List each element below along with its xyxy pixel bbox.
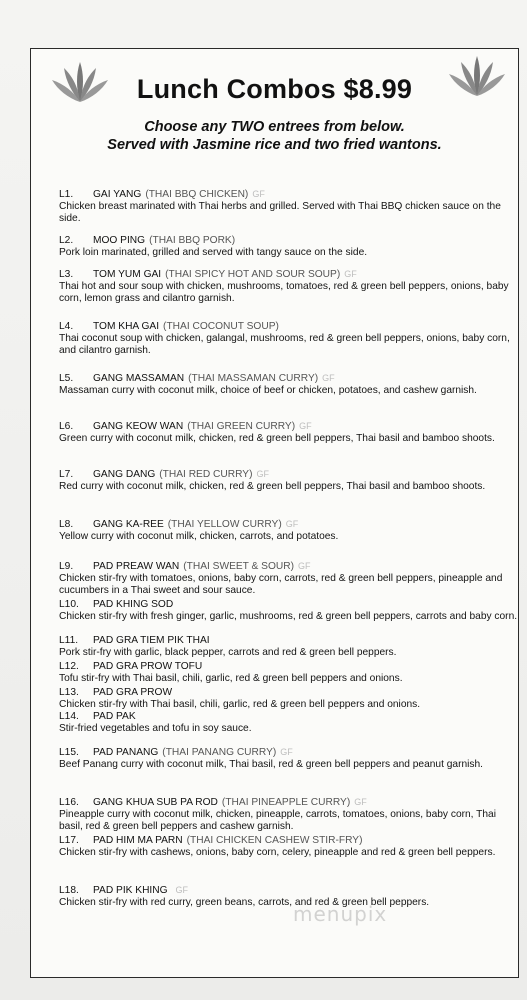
menu-title: Lunch Combos $8.99 (136, 74, 413, 104)
item-code: L16. (59, 797, 79, 808)
menu-item (59, 834, 521, 859)
menu-item (59, 560, 521, 597)
item-code: L10. (59, 599, 79, 610)
item-name: GAI YANG (93, 189, 142, 200)
gluten-free-badge: GF (322, 373, 335, 383)
item-code: L11. (59, 635, 79, 646)
item-description: Chicken stir-fry with Thai basil, chili, garlic, red & green bell peppers and onions. (59, 699, 421, 710)
item-english-name: (THAI COCONUT SOUP) (163, 321, 279, 332)
item-name: GANG MASSAMAN (93, 373, 185, 384)
menu-subtitle (30, 118, 519, 154)
menu-item-header (59, 746, 521, 759)
item-description: Yellow curry with coconut milk, chicken, carrots, and potatoes. (59, 531, 339, 542)
menu-item-header (59, 884, 521, 897)
gluten-free-badge: GF (256, 469, 269, 479)
item-description: Red curry with coconut milk, chicken, red & green bell peppers, Thai basil and bamboo shoots. (59, 481, 486, 492)
item-description: Beef Panang curry with coconut milk, Thai basil, red & green bell peppers and peanut garnish. (59, 759, 483, 770)
item-description: Thai hot and sour soup with chicken, mushrooms, tomatoes, red & green bell peppers, onions, baby corn, lemon grass and cilantro garnish. (59, 281, 509, 304)
item-description: Massaman curry with coconut milk, choice of beef or chicken, potatoes, and cashew garnish. (59, 385, 477, 396)
item-name: GANG KEOW WAN (93, 421, 184, 432)
subtitle-line: Served with Jasmine rice and two fried wantons. (107, 137, 442, 153)
menu-item (59, 746, 521, 771)
item-name: PAD PANANG (93, 747, 159, 758)
item-english-name: (THAI MASSAMAN CURRY) (188, 373, 319, 384)
gluten-free-badge: GF (175, 885, 189, 895)
item-name: PAD PIK KHING (93, 885, 168, 896)
item-description: Chicken stir-fry with tomatoes, onions, baby corn, carrots, red & green bell peppers, pineapple and cucumbers in a Thai sweet and sour sauce. (59, 573, 503, 596)
item-name: GANG DANG (93, 469, 156, 480)
item-description: Chicken breast marinated with Thai herbs and grilled. Served with Thai BBQ chicken sauce on the side. (59, 201, 501, 224)
menu-item (59, 686, 521, 711)
menu-item (59, 234, 521, 259)
menu-item (59, 660, 521, 685)
menu-item-header (59, 560, 521, 573)
item-name: MOO PING (93, 235, 146, 246)
menu-item (59, 468, 521, 493)
watermark: menupix (293, 902, 388, 926)
lotus-icon (447, 54, 507, 98)
menu-item (59, 518, 521, 543)
menu-item-header (59, 634, 521, 647)
item-name: PAD KHING SOD (93, 599, 174, 610)
menu-item-header (59, 234, 521, 247)
item-name: GANG KHUA SUB PA ROD (93, 797, 218, 808)
menu-item-header (59, 660, 521, 673)
menu-item (59, 710, 521, 735)
menu-item (59, 796, 521, 833)
item-name: PAD GRA PROW (93, 687, 173, 698)
item-code: L4. (59, 321, 74, 332)
item-name: PAD PREAW WAN (93, 561, 180, 572)
gluten-free-badge: GF (344, 269, 357, 279)
item-description: Pineapple curry with coconut milk, chicken, pineapple, carrots, tomatoes, onions, baby corn, Thai basil, red & green bell peppers and cashew garnish. (59, 809, 496, 832)
gluten-free-badge: GF (299, 421, 312, 431)
menu-item-header (59, 268, 521, 281)
item-description: Pork loin marinated, grilled and served with tangy sauce on the side. (59, 247, 368, 258)
menu-item-header (59, 598, 521, 611)
gluten-free-badge: GF (297, 561, 311, 571)
menu-item-header (59, 188, 521, 201)
item-english-name: (THAI PANANG CURRY) (162, 747, 277, 758)
menu-item-header (59, 372, 521, 385)
item-code: L5. (59, 373, 74, 384)
menu-item-header (59, 686, 521, 699)
item-english-name: (THAI BBQ CHICKEN) (145, 189, 249, 200)
subtitle-line: Choose any TWO entrees from below. (144, 119, 405, 135)
item-code: L17. (59, 835, 79, 846)
item-english-name: (THAI BBQ PORK) (149, 235, 236, 246)
item-name: TOM KHA GAI (93, 321, 160, 332)
item-code: L8. (59, 519, 74, 530)
menu-item-header (59, 320, 521, 333)
item-english-name: (THAI GREEN CURRY) (187, 421, 296, 432)
menu-header (30, 52, 519, 162)
menu-item-header (59, 518, 521, 531)
item-code: L3. (59, 269, 74, 280)
item-description: Tofu stir-fry with Thai basil, chili, garlic, red & green bell peppers and onions. (59, 673, 403, 684)
menu-item-header (59, 710, 521, 723)
item-name: PAD PAK (93, 711, 136, 722)
item-code: L7. (59, 469, 74, 480)
item-code: L1. (59, 189, 74, 200)
item-english-name: (THAI CHICKEN CASHEW STIR-FRY) (186, 835, 363, 846)
item-description: Chicken stir-fry with red curry, green beans, carrots, and red & green bell peppers. (59, 897, 430, 908)
item-code: L12. (59, 661, 79, 672)
item-name: TOM YUM GAI (93, 269, 162, 280)
item-english-name: (THAI PINEAPPLE CURRY) (221, 797, 351, 808)
gluten-free-badge: GF (354, 797, 367, 807)
item-english-name: (THAI YELLOW CURRY) (167, 519, 282, 530)
item-code: L13. (59, 687, 79, 698)
menu-item-header (59, 796, 521, 809)
item-english-name: (THAI SPICY HOT AND SOUR SOUP) (165, 269, 341, 280)
item-code: L15. (59, 747, 79, 758)
menu-item (59, 598, 521, 623)
menu-item (59, 320, 521, 357)
menu-item (59, 372, 521, 397)
item-english-name: (THAI RED CURRY) (159, 469, 253, 480)
item-description: Green curry with coconut milk, chicken, red & green bell peppers, Thai basil and bamboo shoots. (59, 433, 495, 444)
item-description: Stir-fried vegetables and tofu in soy sauce. (59, 723, 252, 734)
item-description: Chicken stir-fry with fresh ginger, garlic, mushrooms, red & green bell peppers, carrots and baby corn. (59, 611, 518, 622)
gluten-free-badge: GF (280, 747, 293, 757)
item-code: L9. (59, 561, 74, 572)
item-description: Thai coconut soup with chicken, galangal, mushrooms, red & green bell peppers, onions, baby corn, and cilantro garnish. (59, 333, 510, 356)
menu-item (59, 634, 521, 659)
menu-item-header (59, 834, 521, 847)
menu-item-header (59, 420, 521, 433)
menu-item (59, 188, 521, 225)
item-code: L2. (59, 235, 74, 246)
item-code: L18. (59, 885, 79, 896)
item-description: Chicken stir-fry with cashews, onions, baby corn, celery, pineapple and red & green bell peppers. (59, 847, 496, 858)
menu-item-header (59, 468, 521, 481)
gluten-free-badge: GF (285, 519, 299, 529)
item-description: Pork stir-fry with garlic, black pepper, carrots and red & green bell peppers. (59, 647, 397, 658)
menu-item (59, 268, 521, 305)
item-name: PAD HIM MA PARN (93, 835, 183, 846)
menu-item (59, 884, 521, 909)
item-name: PAD GRA TIEM PIK THAI (93, 635, 210, 646)
item-code: L6. (59, 421, 74, 432)
item-english-name: (THAI SWEET & SOUR) (183, 561, 294, 572)
gluten-free-badge: GF (252, 189, 265, 199)
item-name: PAD GRA PROW TOFU (93, 661, 203, 672)
item-name: GANG KA-REE (93, 519, 164, 530)
menu-item (59, 420, 521, 445)
item-code: L14. (59, 711, 79, 722)
